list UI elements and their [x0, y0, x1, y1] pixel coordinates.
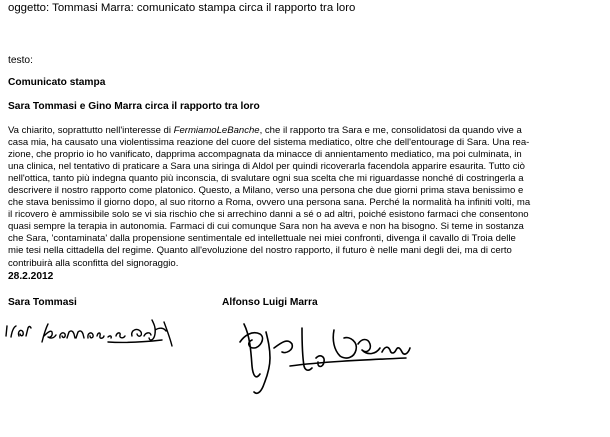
body-text: casa mia, ha causato una violentissima reazione del cuore del sistema mediatico, oltre che dell'entourage di Sara. Una rea- — [8, 137, 530, 149]
body-line — [8, 125, 608, 137]
body-text: Va chiarito, soprattutto nell'interesse di — [8, 125, 174, 136]
handwritten-signature-marra — [230, 314, 430, 404]
body-line — [8, 149, 608, 161]
press-release-body — [8, 125, 608, 270]
body-text: che stava benissimo il giorno dopo, al suo ritorno a Roma, ovvero una persona sana. Perché la normalità ha infiniti volti, ma — [8, 197, 531, 209]
email-subject: oggetto: Tommasi Marra: comunicato stampa circa il rapporto tra loro — [8, 2, 356, 14]
body-text: , che il rapporto tra Sara e me, consolidatosi da quando vive a — [259, 125, 522, 136]
body-line — [8, 209, 608, 221]
body-text: mie tesi nella cittadella del regime. Quanto all'evoluzione del nostro rapporto, il futuro è nelle mani degli dei, ma di certo — [8, 245, 512, 257]
press-release-heading: Sara Tommasi e Gino Marra circa il rapporto tra loro — [8, 101, 260, 112]
body-text: contribuirà alla sconfitta del signoraggio. — [8, 257, 179, 269]
body-line — [8, 137, 608, 149]
body-line — [8, 197, 608, 209]
body-line — [8, 173, 608, 185]
body-text: il ricovero è ammissibile solo se vi sia rischio che si arrechino danni a sé o ad altri, poiché esistono farmaci che consentono — [8, 209, 529, 221]
body-line — [8, 233, 608, 245]
body-text: descrivere il nostro rapporto come platonico. Questo, a Milano, verso una persona che due giorni prima stava benissimo e — [8, 185, 524, 197]
body-label: testo: — [8, 55, 33, 66]
signatory-left-name: Sara Tommasi — [8, 297, 77, 308]
body-text: quasi sempre la terapia in autonomia. Farmaci di cui comunque Sara non ha aveva e non ha bisogno. Si teme in sostanza — [8, 221, 524, 233]
body-emphasis: FermiamoLeBanche — [173, 125, 260, 136]
body-line — [8, 185, 608, 197]
body-text: nell'ottica, tanto più indegna quanto più inconscia, di svalutare ogni sua scelta che mi riguardasse nonché di costringerla a — [8, 173, 524, 185]
press-release-title: Comunicato stampa — [8, 77, 106, 88]
handwritten-signature-tommasi — [4, 312, 194, 354]
body-text: che Sara, 'contaminata' dalla propensione sentimentale ed intellettuale nei miei confronti, divenga il cavallo di Troia delle — [8, 233, 516, 245]
signatory-right-name: Alfonso Luigi Marra — [222, 297, 318, 308]
body-text: zione, che proprio io ho vanificato, dapprima accompagnata da minacce di annientamento mediatico, ma poi culminata, in — [8, 149, 522, 161]
body-text: una clinica, nel tentativo di praticare a Sara una siringa di Aldol per quindi ricoverarla facendola apparire esaurita. Tutto ciò — [8, 161, 525, 173]
body-line — [8, 258, 608, 270]
date: 28.2.2012 — [8, 271, 54, 282]
body-line — [8, 161, 608, 173]
body-line — [8, 221, 608, 233]
body-line — [8, 245, 608, 257]
